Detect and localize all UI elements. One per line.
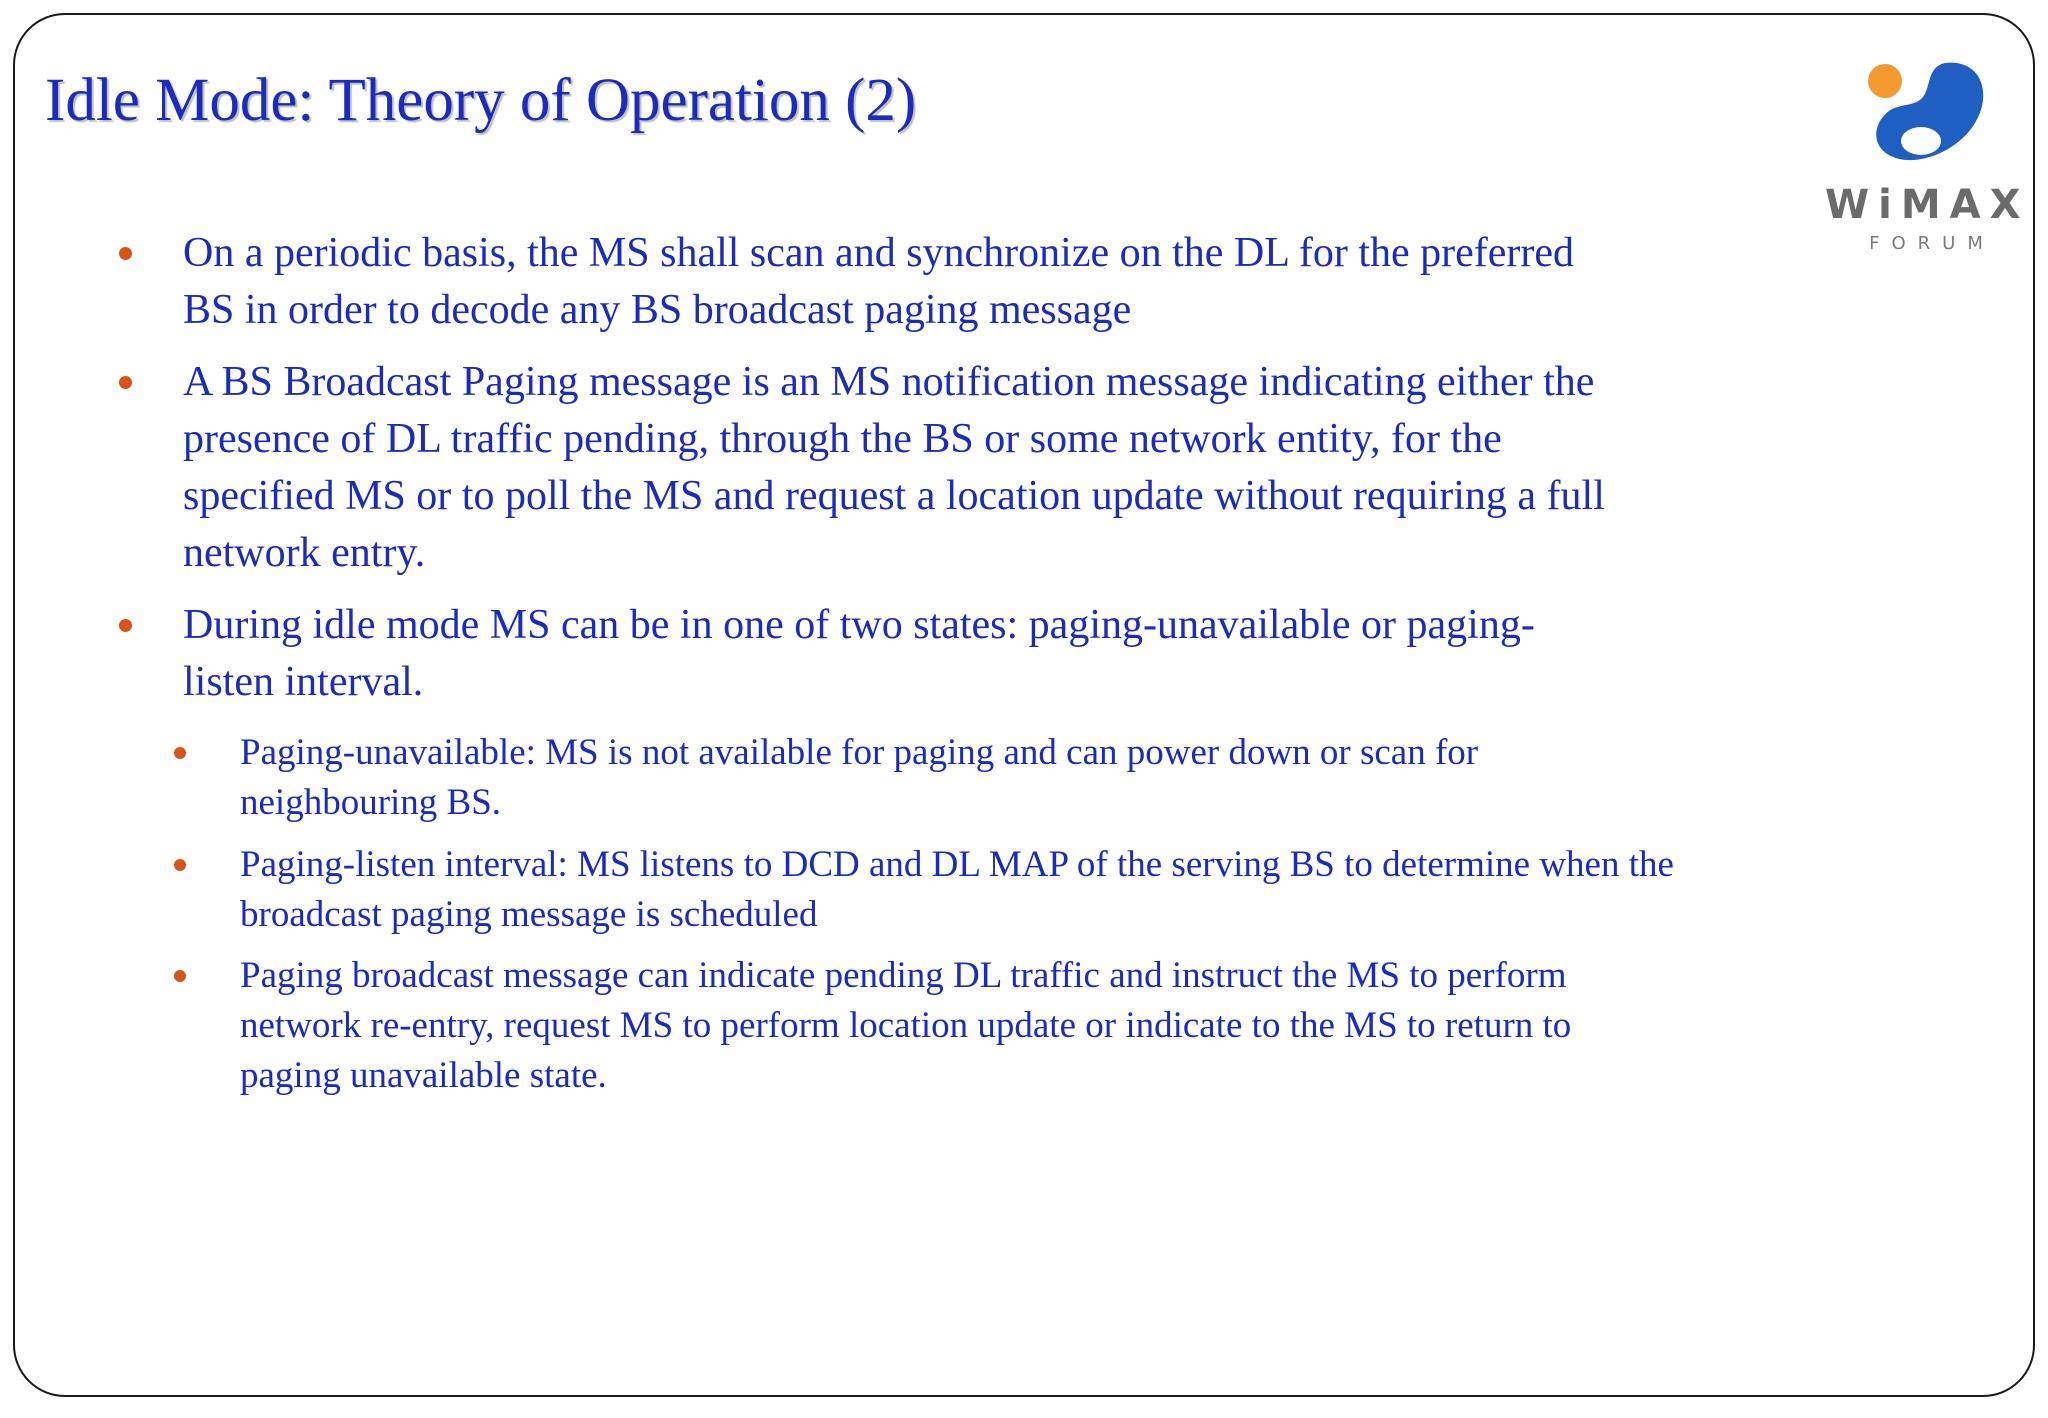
sub-bullet-text: Paging-listen interval: MS listens to DCD and DL MAP of the serving BS to determine when the broadcast paging message is scheduled (240, 844, 1674, 935)
slide-title: Idle Mode: Theory of Operation (2) (45, 67, 917, 134)
bullet-text: On a periodic basis, the MS shall scan and synchronize on the DL for the preferred BS in order to decode any BS broadcast paging message (183, 230, 1575, 333)
sub-bullet-dot-icon (174, 747, 186, 759)
bullet-dot-icon (119, 247, 132, 260)
logo-forum-text: FORUM (1869, 233, 1995, 254)
slide-frame (13, 13, 2035, 1397)
sub-bullet-text: Paging broadcast message can indicate pending DL traffic and instruct the MS to perform network re-entry, request MS to perform location update or indicate to the MS to return to paging unavailable state. (240, 955, 1572, 1096)
bullet-item (183, 225, 1623, 339)
bullet-dot-icon (119, 619, 132, 632)
sub-bullet-item (240, 951, 1680, 1101)
sub-bullet-text: Paging-unavailable: MS is not available for paging and can power down or scan for neighbouring BS. (240, 732, 1479, 823)
sub-bullet-dot-icon (174, 970, 186, 982)
bullet-dot-icon (119, 376, 132, 389)
bullet-list (15, 15, 2033, 1395)
bullet-text: A BS Broadcast Paging message is an MS notification message indicating either the presence of DL traffic pending, through the BS or some network entity, for the specified MS or to poll the MS and request a location update without requiring a full network entry. (183, 359, 1605, 576)
sub-bullet-item (240, 728, 1680, 828)
sub-bullet-item (240, 840, 1680, 940)
bullet-item (183, 597, 1623, 711)
bullet-item (183, 354, 1623, 582)
sub-bullet-dot-icon (174, 859, 186, 871)
bullet-text: During idle mode MS can be in one of two states: paging-unavailable or paging-listen interval. (183, 602, 1535, 705)
logo-wordmark: WiMAX (1825, 182, 2030, 228)
